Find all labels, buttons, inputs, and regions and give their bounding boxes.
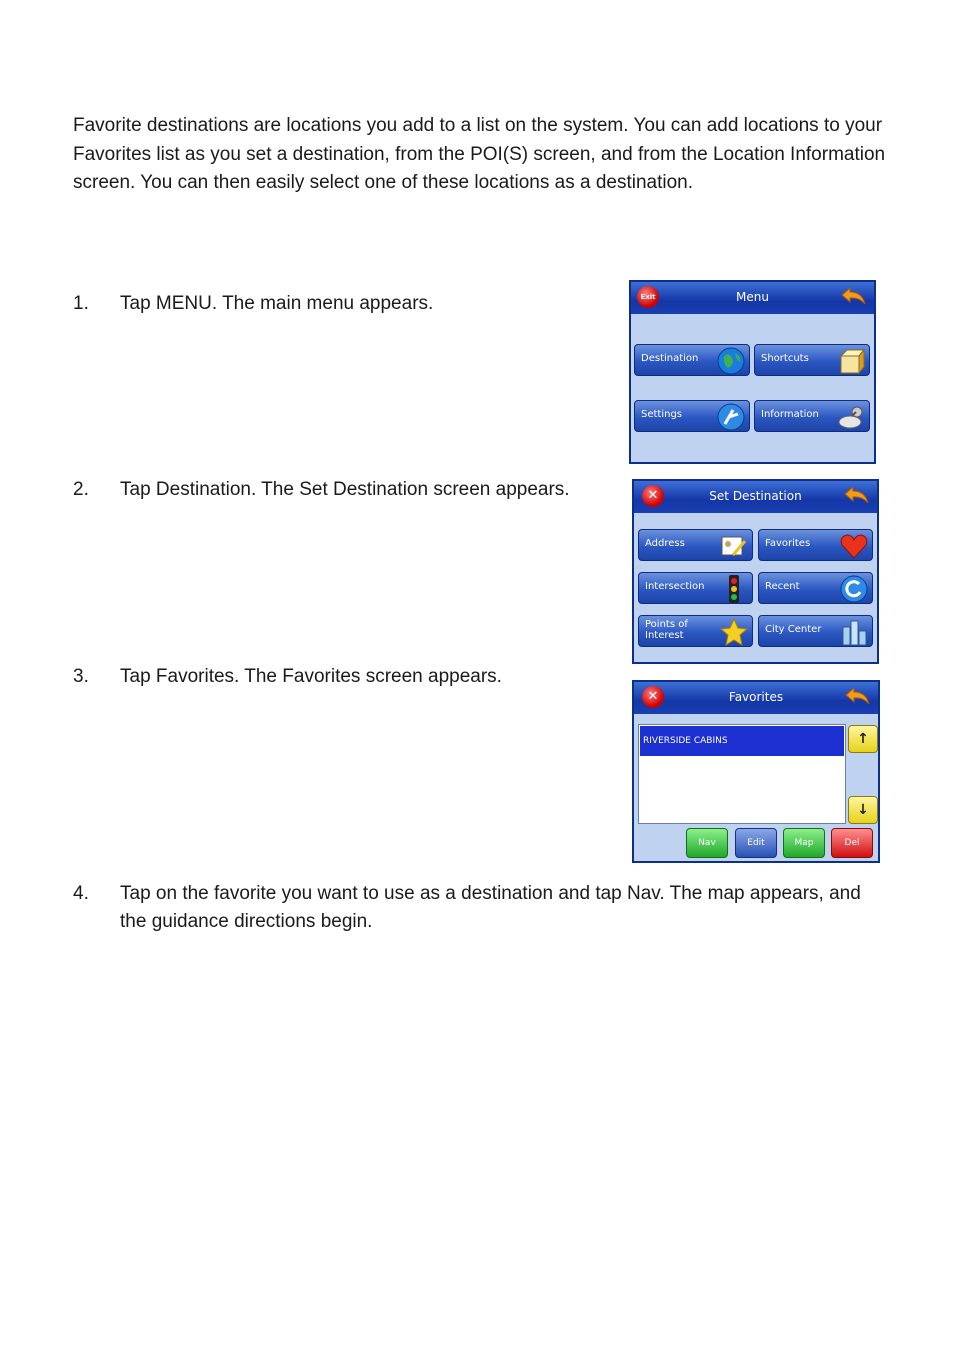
tile-label: Recent — [765, 581, 800, 592]
step-number: 4. — [73, 883, 89, 904]
tile-label: Favorites — [765, 538, 811, 549]
favorites-tile[interactable] — [758, 529, 873, 561]
back-arrow-icon[interactable] — [841, 485, 871, 507]
nav-button[interactable]: Nav — [686, 828, 728, 858]
close-icon[interactable]: ✕ — [642, 686, 664, 708]
tile-label: Shortcuts — [761, 353, 809, 364]
scroll-up-button[interactable]: ↑ — [848, 725, 878, 753]
tile-label: Address — [645, 538, 685, 549]
title-bar — [634, 682, 878, 714]
menu-screenshot — [629, 280, 876, 464]
traffic-light-icon — [719, 574, 749, 604]
title-bar — [631, 282, 874, 314]
intersection-tile[interactable] — [638, 572, 753, 604]
box-icon — [836, 346, 866, 376]
set-destination-screenshot — [632, 479, 879, 664]
screen-title: Set Destination — [709, 489, 802, 503]
back-arrow-icon[interactable] — [842, 686, 872, 708]
tile-label: Intersection — [645, 581, 705, 592]
intro-paragraph: Favorite destinations are locations you add to a list on the system. You can add locations to your Favorites list as you set a destination, from the POI(S) screen, and from the Location Information screen. You can then easily select one of these locations as a destination. — [73, 115, 886, 193]
map-button[interactable]: Map — [783, 828, 825, 858]
star-icon — [719, 617, 749, 647]
address-card-icon — [719, 531, 749, 561]
step-text: Tap MENU. The main menu appears. — [120, 293, 434, 314]
recent-tile[interactable] — [758, 572, 873, 604]
step-text: Tap Favorites. The Favorites screen appears. — [120, 666, 502, 687]
settings-tile[interactable] — [634, 400, 750, 432]
tile-label: Information — [761, 409, 819, 420]
settings-icon — [716, 402, 746, 432]
close-icon[interactable]: ✕ — [642, 485, 664, 507]
scroll-down-button[interactable]: ↓ — [848, 796, 878, 824]
tile-label: Points of Interest — [645, 619, 688, 641]
step-text: Tap Destination. The Set Destination screen appears. — [120, 479, 570, 500]
address-tile[interactable] — [638, 529, 753, 561]
tile-label: Destination — [641, 353, 699, 364]
step-text: Tap on the favorite you want to use as a destination and tap Nav. The map appears, and the guidance directions begin. — [120, 883, 861, 932]
heart-icon — [839, 531, 869, 561]
recent-icon — [839, 574, 869, 604]
city-icon — [839, 617, 869, 647]
destination-tile[interactable] — [634, 344, 750, 376]
points-of-interest-tile[interactable] — [638, 615, 753, 647]
satellite-icon — [836, 402, 866, 432]
globe-icon — [716, 346, 746, 376]
screen-title: Favorites — [728, 690, 784, 704]
screen-title: Menu — [736, 290, 769, 304]
tile-label: City Center — [765, 624, 822, 635]
step-number: 2. — [73, 479, 89, 500]
step-number: 3. — [73, 666, 89, 687]
shortcuts-tile[interactable] — [754, 344, 870, 376]
city-center-tile[interactable] — [758, 615, 873, 647]
delete-button[interactable]: Del — [831, 828, 873, 858]
tile-label: Settings — [641, 409, 683, 420]
favorites-list — [638, 724, 846, 824]
back-arrow-icon[interactable] — [838, 286, 868, 308]
favorites-screenshot — [632, 680, 880, 863]
exit-button[interactable]: Exit — [637, 286, 659, 308]
edit-button[interactable]: Edit — [735, 828, 777, 858]
information-tile[interactable] — [754, 400, 870, 432]
list-item[interactable]: RIVERSIDE CABINS — [640, 726, 844, 756]
title-bar — [634, 481, 877, 513]
step-number: 1. — [73, 293, 89, 314]
